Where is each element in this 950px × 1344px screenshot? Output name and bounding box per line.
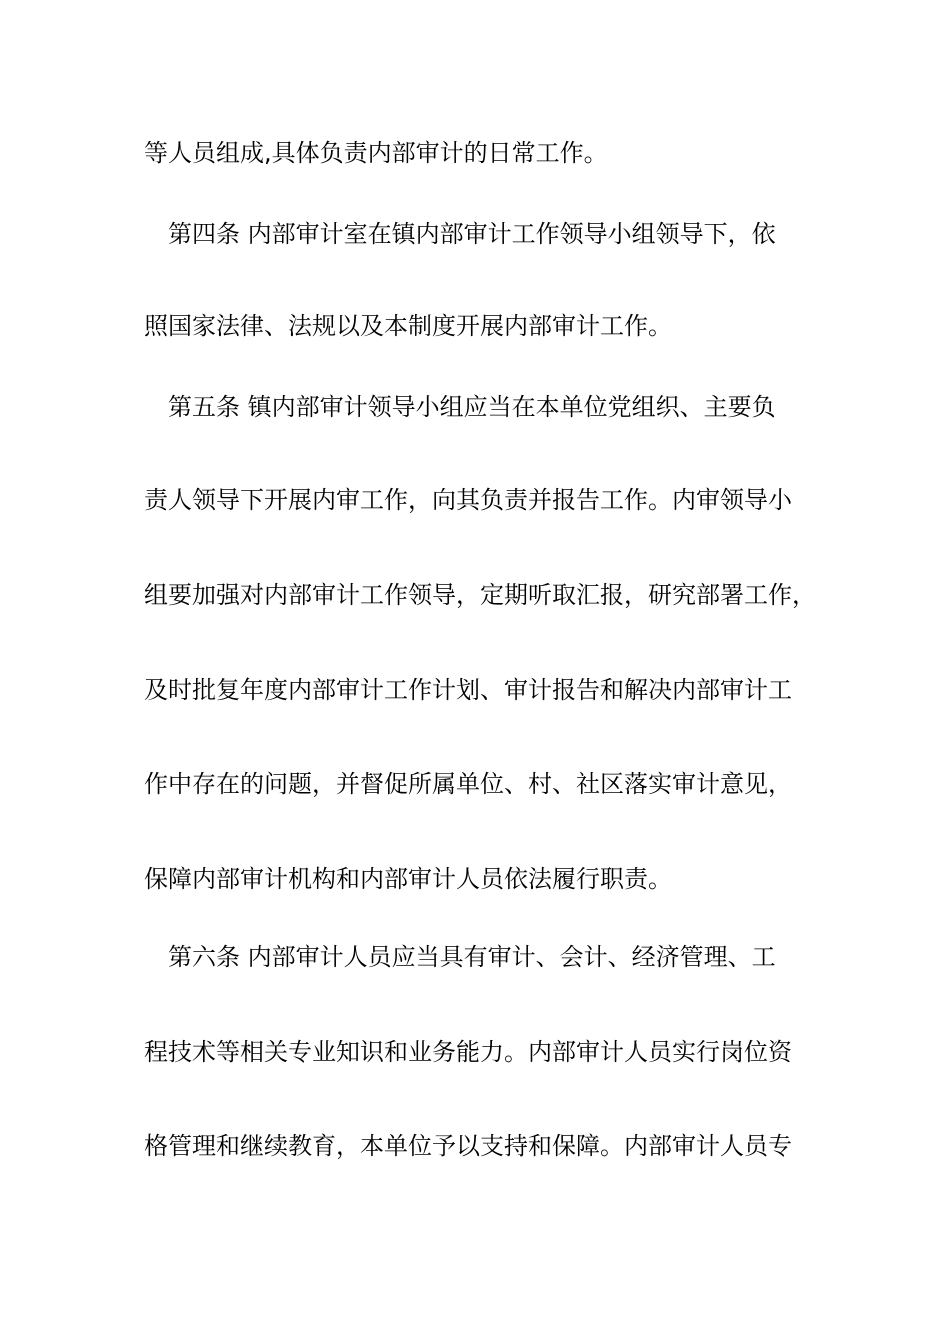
text-line-7: 及时批复年度内部审计工作计划、审计报告和解决内部审计工 [144,676,792,704]
text-line-6: 组要加强对内部审计工作领导，定期听取汇报，研究部署工作， [144,581,816,609]
text-line-8: 作中存在的问题，并督促所属单位、村、社区落实审计意见， [144,770,792,798]
text-line-11: 程技术等相关专业知识和业务能力。内部审计人员实行岗位资 [144,1038,792,1066]
text-line-10: 第六条 内部审计人员应当具有审计、会计、经济管理、工 [144,943,776,971]
text-line-2: 第四条 内部审计室在镇内部审计工作领导小组领导下，依 [144,220,776,248]
text-line-1: 等人员组成,具体负责内部审计的日常工作。 [144,139,608,167]
text-line-4: 第五条 镇内部审计领导小组应当在本单位党组织、主要负 [144,393,776,421]
text-line-9: 保障内部审计机构和内部审计人员依法履行职责。 [144,865,672,893]
text-line-3: 照国家法律、法规以及本制度开展内部审计工作。 [144,312,672,340]
text-line-12: 格管理和继续教育，本单位予以支持和保障。内部审计人员专 [144,1132,792,1160]
text-line-5: 责人领导下开展内审工作，向其负责并报告工作。内审领导小 [144,486,792,514]
